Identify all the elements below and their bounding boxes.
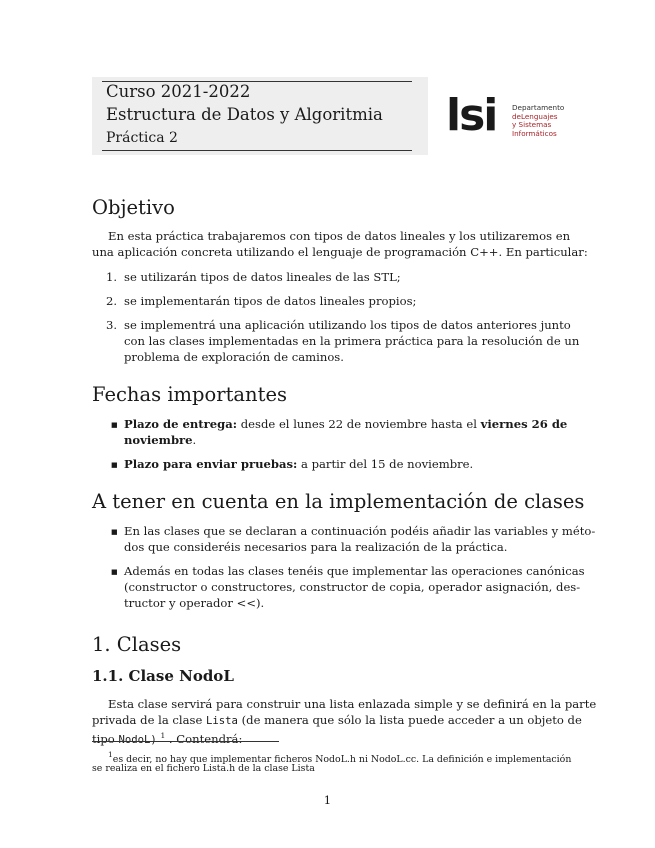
- list-item: se utilizarán tipos de datos lineales de las STL;: [124, 270, 401, 284]
- list-item: Plazo de entrega: desde el lunes 22 de noviembre hasta el viernes 26 de: [124, 417, 568, 431]
- list-item: Plazo para enviar pruebas: a partir del 15 de noviembre.: [124, 457, 474, 471]
- list-item: dos que consideréis necesarios para la realización de la práctica.: [124, 540, 508, 554]
- footnote-line: $^1$es decir, no hay que implementar ficheros NodoL.h ni NodoL.cc. La definición e implementación: [108, 750, 572, 765]
- header-bottom-rule: [102, 150, 412, 151]
- lsi-logo-mark: lsi: [446, 90, 497, 141]
- paragraph-line: tipo NodoL) $^1$ . Contendrá:: [92, 731, 243, 746]
- list-item: tructor y operador <<).: [124, 596, 265, 610]
- subject-title: Estructura de Datos y Algoritmia: [106, 105, 383, 124]
- list-item: se implementarán tipos de datos lineales propios;: [124, 294, 417, 308]
- footnote-line: se realiza en el fichero Lista.h de la clase Lista: [92, 763, 315, 774]
- course-title: Curso 2021-2022: [106, 82, 251, 101]
- list-number: 2.: [106, 294, 118, 308]
- practice-title: Práctica 2: [106, 130, 178, 146]
- section-heading-clases: 1. Clases: [92, 633, 182, 656]
- list-item: noviembre.: [124, 433, 197, 447]
- list-item: se implementrá una aplicación utilizando los tipos de datos anteriores junto: [124, 318, 571, 332]
- bullet-icon: ■: [111, 421, 118, 429]
- section-heading-fechas: Fechas importantes: [92, 383, 287, 406]
- footnote-rule: [92, 741, 279, 742]
- list-item: (constructor o constructores, constructor de copia, operador asignación, des-: [124, 580, 581, 594]
- list-item: problema de exploración de caminos.: [124, 350, 344, 364]
- paragraph-line: En esta práctica trabajaremos con tipos de datos lineales y los utilizaremos en: [108, 229, 571, 243]
- paragraph-line: una aplicación concreta utilizando el lenguaje de programación C++. En particular:: [92, 245, 588, 259]
- header-box: [92, 77, 428, 155]
- list-number: 1.: [106, 270, 118, 284]
- paragraph-line: privada de la clase Lista (de manera que sólo la lista puede acceder a un objeto de: [92, 713, 582, 727]
- section-heading-tener: A tener en cuenta en la implementación de clases: [92, 490, 585, 513]
- bullet-icon: ■: [111, 461, 118, 469]
- list-number: 3.: [106, 318, 118, 332]
- page-number: 1: [323, 793, 332, 807]
- list-item: En las clases que se declaran a continuación podéis añadir las variables y méto-: [124, 524, 596, 538]
- lsi-logo: [446, 90, 566, 141]
- list-item: Además en todas las clases tenéis que implementar las operaciones canónicas: [124, 564, 585, 578]
- paragraph-line: Esta clase servirá para construir una lista enlazada simple y se definirá en la parte: [108, 697, 597, 711]
- bullet-icon: ■: [111, 528, 118, 536]
- bullet-icon: ■: [111, 568, 118, 576]
- list-item: con las clases implementadas en la primera práctica para la resolución de un: [124, 334, 580, 348]
- subsection-heading-nodol: 1.1. Clase NodoL: [92, 667, 234, 685]
- lsi-logo-text: Departamento deLenguajes y Sistemas Informáticos: [512, 103, 565, 138]
- section-heading-objetivo: Objetivo: [92, 196, 175, 219]
